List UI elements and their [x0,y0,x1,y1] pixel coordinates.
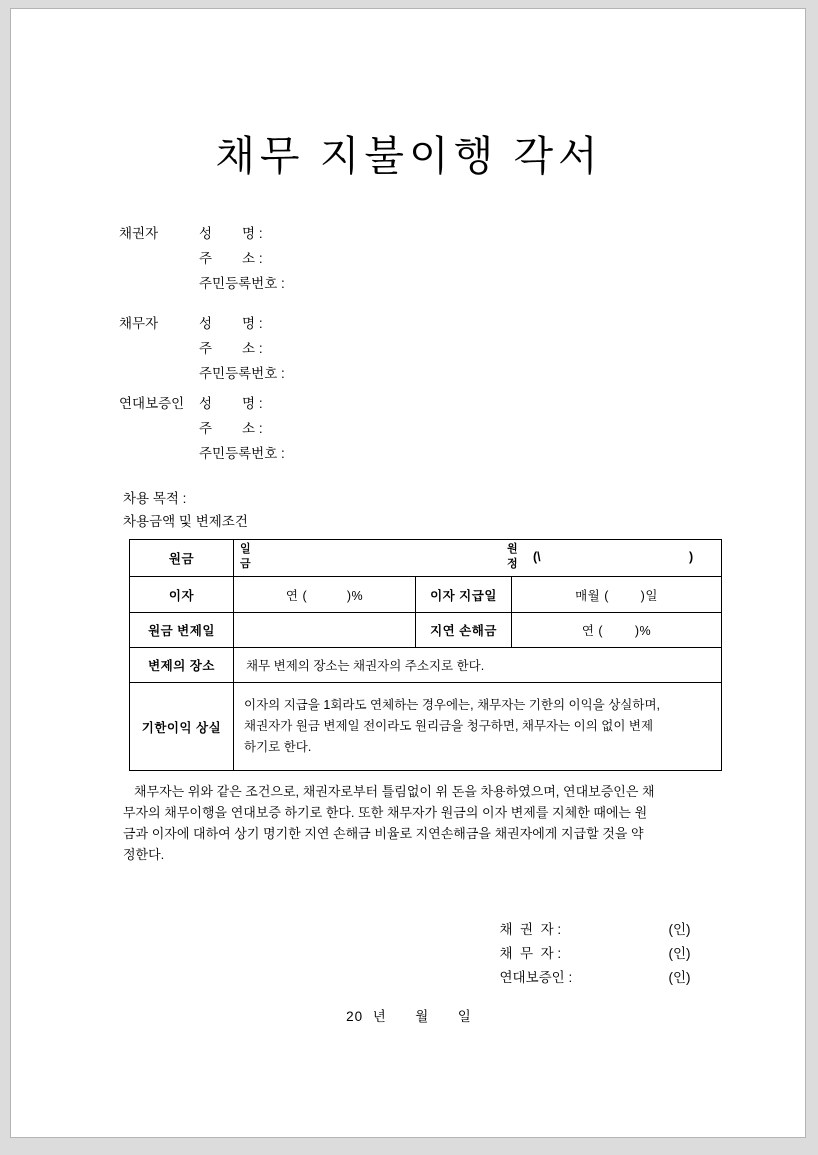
party-row [119,391,285,416]
seal-mark: (인) [668,970,691,985]
paragraph-line: 금과 이자에 대하여 상기 명기한 지연 손해금 비율로 지연손해금을 채권자에게 지급할 것을 약 [123,826,644,841]
loan-purpose-label: 차용 목적 : [123,491,187,506]
acceleration-clause-text [234,683,722,771]
signature-row-creditor [477,894,691,937]
clause-line: 이자의 지급을 1회라도 연체하는 경우에는, 채무자는 기한의 이익을 상실하며, [244,698,661,712]
row-header-place: 변제의 장소 [130,648,234,683]
table-row-interest [130,577,722,613]
amount-word-wonjeong: 원정 [507,543,518,570]
currency-open-paren: (\ [533,550,541,564]
table-row-place [130,648,722,683]
repayment-date-value [234,613,416,648]
seal-mark: (인) [668,946,691,961]
late-damages-value: 연 ( )% [512,613,722,648]
loan-terms-table [129,539,722,771]
paragraph-line: 채무자는 위와 같은 조건으로, 채권자로부터 틀림없이 위 돈을 차용하였으며, 연대보증인은 채 [134,784,655,799]
row-header-late-damages: 지연 손해금 [416,613,512,648]
document-page [10,8,806,1138]
party-block-surety [119,391,285,466]
agreement-paragraph [123,781,723,865]
party-row [119,361,285,386]
currency-close-paren: ) [689,550,694,564]
party-field-resident-number: 주민등록번호 : [199,366,285,381]
row-header-acceleration: 기한이익 상실 [130,683,234,771]
table-row-principal [130,540,722,577]
table-row-repayment [130,613,722,648]
row-header-principal: 원금 [130,540,234,577]
interest-paydate-value: 매월 ( )일 [512,577,722,613]
party-field-name: 성 명 : [199,226,263,241]
party-field-resident-number: 주민등록번호 : [199,446,285,461]
row-header-interest: 이자 [130,577,234,613]
paragraph-line: 정한다. [123,847,165,862]
principal-amount-cell [234,540,722,577]
signature-block [477,894,691,985]
party-role-label: 채권자 [119,226,159,241]
party-row [119,416,285,441]
table-row-acceleration [130,683,722,771]
place-value: 채무 변제의 장소는 채권자의 주소지로 한다. [234,648,722,683]
amount-word-ilgeum: 일금 [240,543,251,570]
party-field-address: 주 소 : [199,421,263,436]
party-row [119,336,285,361]
party-row [119,441,285,466]
signature-label-surety: 연대보증인 : [499,970,573,985]
party-field-address: 주 소 : [199,341,263,356]
party-field-address: 주 소 : [199,251,263,266]
paragraph-line: 무자의 채무이행을 연대보증 하기로 한다. 또한 채무자가 원금의 이자 변제를 지체한 때에는 원 [123,805,648,820]
signature-label-debtor: 채 무 자 : [499,946,562,961]
party-role-label: 채무자 [119,316,159,331]
party-row [119,311,285,336]
party-block-creditor [119,221,285,296]
signature-label-creditor: 채 권 자 : [499,922,562,937]
interest-rate-value: 연 ( )% [234,577,416,613]
seal-mark: (인) [668,922,691,937]
party-row [119,271,285,296]
row-header-repayment-date: 원금 변제일 [130,613,234,648]
party-field-resident-number: 주민등록번호 : [199,276,285,291]
party-block-debtor [119,311,285,386]
party-row [119,246,285,271]
loan-amount-section-label: 차용금액 및 변제조건 [123,514,248,529]
party-row [119,221,285,246]
row-header-interest-paydate: 이자 지급일 [416,577,512,613]
party-role-label: 연대보증인 [119,396,185,411]
party-field-name: 성 명 : [199,396,263,411]
clause-line: 하기로 한다. [244,740,312,754]
party-field-name: 성 명 : [199,316,263,331]
date-line: 20 년 월 일 [346,1009,472,1024]
clause-line: 채권자가 원금 변제일 전이라도 원리금을 청구하면, 채무자는 이의 없이 변제 [244,719,654,733]
page-title: 채무 지불이행 각서 [215,133,603,179]
